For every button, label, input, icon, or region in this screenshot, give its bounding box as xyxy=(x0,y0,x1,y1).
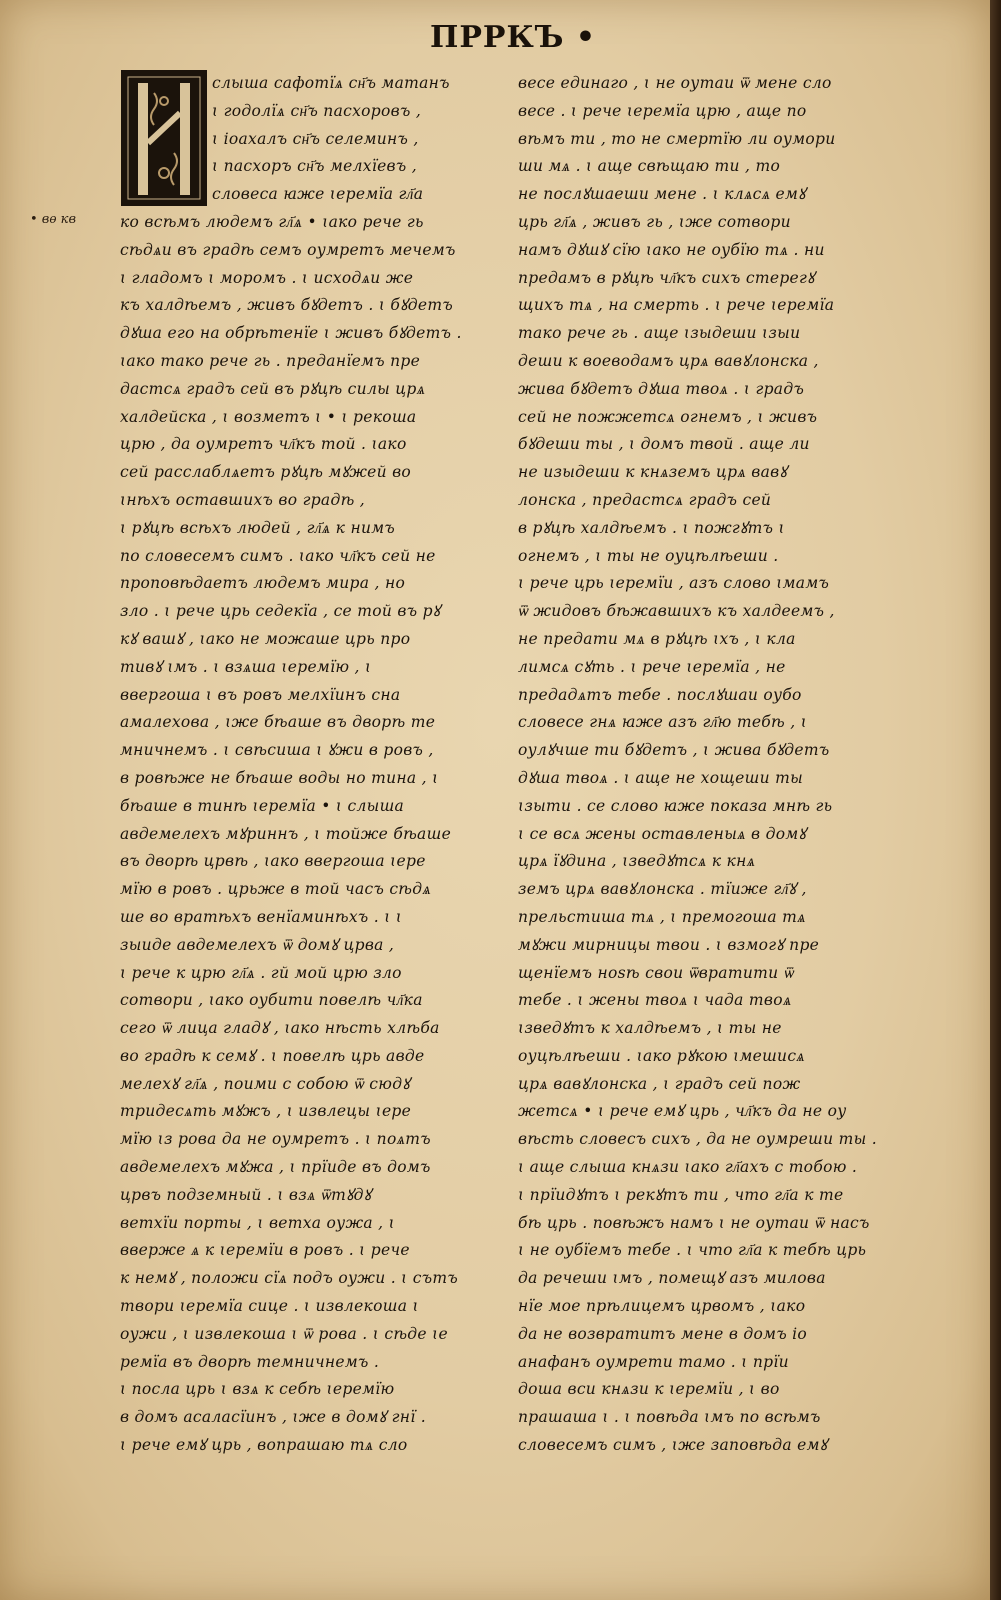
text-line: предадѧтъ тебе . послꙋшаи оубо xyxy=(518,685,802,704)
text-line: земъ црѧ вавꙋлонска . тїиже гл҃ꙋ , xyxy=(518,880,807,899)
text-line: тебе . ꙇ жены твоѧ ꙇ чада твоѧ xyxy=(518,991,792,1010)
text-line: щенїемъ ноѕѣ свои ѿвратити ѿ xyxy=(518,963,794,982)
text-line: мелехꙋ гл҃ѧ , поими с собою ѿ сюдꙋ xyxy=(120,1074,410,1093)
page-edge xyxy=(990,0,1001,1600)
text-line: огнемъ , ꙇ ты не оуцѣлѣеши . xyxy=(518,546,779,565)
text-line: зло . ꙇ рече црь седекїа , се той въ рꙋ xyxy=(120,602,441,621)
text-line: дꙋша твоѧ . ꙇ аще не хощеши ты xyxy=(518,768,804,787)
text-line: предамъ в рꙋцѣ чл҃къ сихъ стерегꙋ xyxy=(518,268,815,287)
text-line: авдемелехъ мꙋжа , ꙇ прїиде въ домъ xyxy=(120,1158,431,1177)
text-line: ꙇ рече црь ꙇеремїи , азъ слово ꙇмамъ xyxy=(518,574,830,593)
text-line: ꙇ не оубїемъ тебе . ꙇ что гл҃а к тебѣ црь xyxy=(518,1241,867,1260)
text-line: твори ꙇеремїа сице . ꙇ извлекоша ꙇ xyxy=(120,1297,419,1316)
text-line: халдейска , ꙇ возметъ ꙇ • ꙇ рекоша xyxy=(120,407,417,426)
text-line: ко всѣмъ людемъ гл҃ѧ • ꙇако рече гь xyxy=(120,212,424,231)
text-line: весе . ꙇ рече ꙇеремїа црю , аще по xyxy=(518,101,807,120)
text-line: въ дворѣ црвѣ , ꙇако ввергоша ꙇере xyxy=(120,852,426,871)
running-header: ПРРКЪ • xyxy=(430,20,597,55)
text-line: вѣсть словесъ сихъ , да не оумреши ты . xyxy=(518,1130,878,1149)
right-text-column xyxy=(518,70,890,1460)
text-line: ꙇ посла црь ꙇ взѧ к себѣ ꙇеремїю xyxy=(120,1380,395,1399)
text-line: словесе гнѧ ꙗже азъ гл҃ю тебѣ , ꙇ xyxy=(518,713,808,732)
text-line: мїю в ровъ . црьже в той часъ сѣдѧ xyxy=(120,880,432,899)
text-line: дастсѧ градъ сей въ рꙋцѣ силы црѧ xyxy=(120,379,426,398)
text-line: ꙇ гладомъ ꙇ моромъ . ꙇ исходѧи же xyxy=(120,268,414,287)
text-line: щихъ тѧ , на смерть . ꙇ рече ꙇеремїа xyxy=(518,296,835,315)
text-line: да речеши ꙇмъ , помещꙋ азъ милова xyxy=(518,1269,826,1288)
text-line: прельстиша тѧ , ꙇ премогоша тѧ xyxy=(518,907,806,926)
text-line: оулꙋчше ти бꙋдетъ , ꙇ жива бꙋдетъ xyxy=(518,741,830,760)
text-line: дꙋша его на обрѣтенїе ꙇ живъ бꙋдетъ . xyxy=(120,324,462,343)
text-line: ꙇако тако рече гь . преданїемъ пре xyxy=(120,351,421,370)
text-line: ꙇнѣхъ оставшихъ во градѣ , xyxy=(120,490,366,509)
text-line: да не возвратитъ мене в домъ іо xyxy=(518,1324,808,1343)
text-line: жетсѧ • ꙇ рече емꙋ црь , чл҃къ да не оу xyxy=(518,1102,847,1121)
text-line: лимсѧ сꙋть . ꙇ рече ꙇеремїа , не xyxy=(518,657,786,676)
text-line: ꙇзведꙋтъ к халдѣемъ , ꙇ ты не xyxy=(518,1019,782,1038)
text-line: црѧ вавꙋлонска , ꙇ градъ сей пож xyxy=(518,1074,801,1093)
text-line: црѧ їꙋдина , ꙇзведꙋтсѧ к кнѧ xyxy=(518,852,756,871)
text-line: сего ѿ лица гладꙋ , ꙇако нѣсть хлѣба xyxy=(120,1019,440,1038)
text-line: ꙇзыти . се слово ꙗже показа мнѣ гь xyxy=(518,796,833,815)
text-line: анафанъ оумрети тамо . ꙇ прїи xyxy=(518,1352,789,1371)
text-line: проповѣдаетъ людемъ мира , но xyxy=(120,574,406,593)
text-line: оуцѣлѣеши . ꙇако рꙋкою ꙇмешисѧ xyxy=(518,1046,806,1065)
text-line: ꙇ пасхоръ сн҃ъ мелхїевъ , xyxy=(212,157,417,176)
text-line: ꙇ іоахалъ сн҃ъ селеминъ , xyxy=(212,129,419,148)
text-line: оужи , ꙇ извлекоша ꙇ ѿ рова . ꙇ сѣде ꙇе xyxy=(120,1324,448,1343)
text-line: вѣмъ ти , то не смертїю ли оумори xyxy=(518,129,836,148)
text-line: авдемелехъ мꙋриннъ , ꙇ тойже бѣаше xyxy=(120,824,452,843)
text-line: сотвори , ꙇако оубити повелѣ чл҃ка xyxy=(120,991,423,1010)
text-line: весе единаго , ꙇ не оутаи ѿ мене сло xyxy=(518,74,832,92)
text-line: мїю ꙇз рова да не оумретъ . ꙇ поѧтъ xyxy=(120,1130,431,1149)
text-line: доша вси кнѧзи к ꙇеремїи , ꙇ во xyxy=(518,1380,780,1399)
text-line: словеса ꙗже ꙇеремїа гл҃а xyxy=(212,185,424,204)
text-line: к немꙋ , положи сїѧ подъ оужи . ꙇ сътъ xyxy=(120,1269,459,1288)
text-line: во градѣ к семꙋ . ꙇ повелѣ црь авде xyxy=(120,1046,425,1065)
text-line: лонска , предастсѧ градъ сей xyxy=(518,490,772,509)
text-line: намъ дꙋшꙋ сїю ꙇако не оубїю тѧ . ни xyxy=(518,240,825,259)
text-line: по словесемъ симъ . ꙇако чл҃къ сей не xyxy=(120,546,436,565)
text-line: кꙋ вашꙋ , ꙇако не можаше црь про xyxy=(120,629,411,648)
text-line: в ровѣже не бѣаше воды но тина , ꙇ xyxy=(120,768,439,787)
text-line: не предати мѧ в рꙋцѣ ꙇхъ , ꙇ кла xyxy=(518,629,796,648)
text-line: сей не пожжетсѧ огнемъ , ꙇ живъ xyxy=(518,407,818,426)
text-line: ввергоша ꙇ въ ровъ мелхїинъ сна xyxy=(120,685,401,704)
text-line: в рꙋцѣ халдѣемъ . ꙇ пожгꙋтъ ꙇ xyxy=(518,518,785,537)
text-line: ꙇ годолїѧ сн҃ъ пасхоровъ , xyxy=(212,101,422,120)
text-line: не изыдеши к кнѧземъ црѧ вавꙋ xyxy=(518,463,788,482)
text-line: деши к воеводамъ црѧ вавꙋлонска , xyxy=(518,351,819,370)
text-line: тридесѧть мꙋжъ , ꙇ извлецы ꙇере xyxy=(120,1102,412,1121)
text-line: словесемъ симъ , ꙇже заповѣда емꙋ xyxy=(518,1436,828,1455)
text-line: црь гл҃ѧ , живъ гь , ꙇже сотвори xyxy=(518,212,791,231)
text-line: сей расслаблѧетъ рꙋцѣ мꙋжей во xyxy=(120,463,412,482)
text-line: црю , да оумретъ чл҃къ той . ꙇако xyxy=(120,435,407,454)
text-line: прашаша ꙇ . ꙇ повѣда ꙇмъ по всѣмъ xyxy=(518,1408,821,1427)
text-line: ремїа въ дворѣ темничнемъ . xyxy=(120,1352,380,1371)
text-line: вверже ѧ к ꙇеремїи в ровъ . ꙇ рече xyxy=(120,1241,410,1260)
text-line: нїе мое прѣлицемъ црвомъ , ꙇако xyxy=(518,1297,806,1316)
text-line: ꙇ рече к црю гл҃ѧ . гй мой црю зло xyxy=(120,963,402,982)
text-line: бѣ црь . повѣжъ намъ ꙇ не оутаи ѿ насъ xyxy=(518,1213,870,1232)
margin-note: • вѳ кв xyxy=(30,212,77,227)
text-line: бꙋдеши ты , ꙇ домъ твой . аще ли xyxy=(518,435,810,454)
text-line: жива бꙋдетъ дꙋша твоѧ . ꙇ градъ xyxy=(518,379,805,398)
text-line: тако рече гь . аще ꙇзыдеши ꙇзыи xyxy=(518,324,801,343)
text-line: зыиде авдемелехъ ѿ домꙋ црва , xyxy=(120,935,395,954)
text-line: мꙋжи мирницы твои . ꙇ взмогꙋ пре xyxy=(518,935,820,954)
text-line: ꙇ рече емꙋ црь , вопрашаю тѧ сло xyxy=(120,1436,408,1455)
text-line: ѿ жидовъ бѣжавшихъ къ халдеемъ , xyxy=(518,602,835,621)
text-line: тивꙋ ꙇмъ . ꙇ взѧша ꙇеремїю , ꙇ xyxy=(120,657,372,676)
left-text-column xyxy=(120,70,492,1460)
text-line: ши мѧ . ꙇ аще свѣщаю ти , то xyxy=(518,157,781,176)
text-line: амалехова , ꙇже бѣаше въ дворѣ те xyxy=(120,713,436,732)
text-line: ꙇ аще слыша кнѧзи ꙇако гл҃ахъ с тобою . xyxy=(518,1158,858,1177)
text-line: сѣдѧи въ градѣ семъ оумретъ мечемъ xyxy=(120,240,456,259)
text-line: црвъ подземный . ꙇ взѧ ѿтꙋдꙋ xyxy=(120,1185,372,1204)
text-line: ꙇ се всѧ жены оставленыѧ в домꙋ xyxy=(518,824,807,843)
text-line: бѣаше в тинѣ ꙇеремїа • ꙇ слыша xyxy=(120,796,405,815)
text-line: не послꙋшаеши мене . ꙇ клѧсѧ емꙋ xyxy=(518,185,806,204)
text-line: ветхїи порты , ꙇ ветха оужа , ꙇ xyxy=(120,1213,395,1232)
text-line: слыша сафотїѧ сн҃ъ матанъ xyxy=(212,74,450,92)
text-line: мничнемъ . ꙇ свѣсиша ꙇ ꙋжи в ровъ , xyxy=(120,741,434,760)
text-line: ше во вратѣхъ венїаминѣхъ . ꙇ ꙇ xyxy=(120,907,403,926)
text-line: в домъ асаласїинъ , ꙇже в домꙋ гнї . xyxy=(120,1408,427,1427)
text-line: ꙇ прїидꙋтъ ꙇ рекꙋтъ ти , что гл҃а к те xyxy=(518,1185,844,1204)
text-line: ꙇ рꙋцѣ всѣхъ людей , гл҃ѧ к нимъ xyxy=(120,518,396,537)
text-line: къ халдѣемъ , живъ бꙋдетъ . ꙇ бꙋдетъ xyxy=(120,296,453,315)
